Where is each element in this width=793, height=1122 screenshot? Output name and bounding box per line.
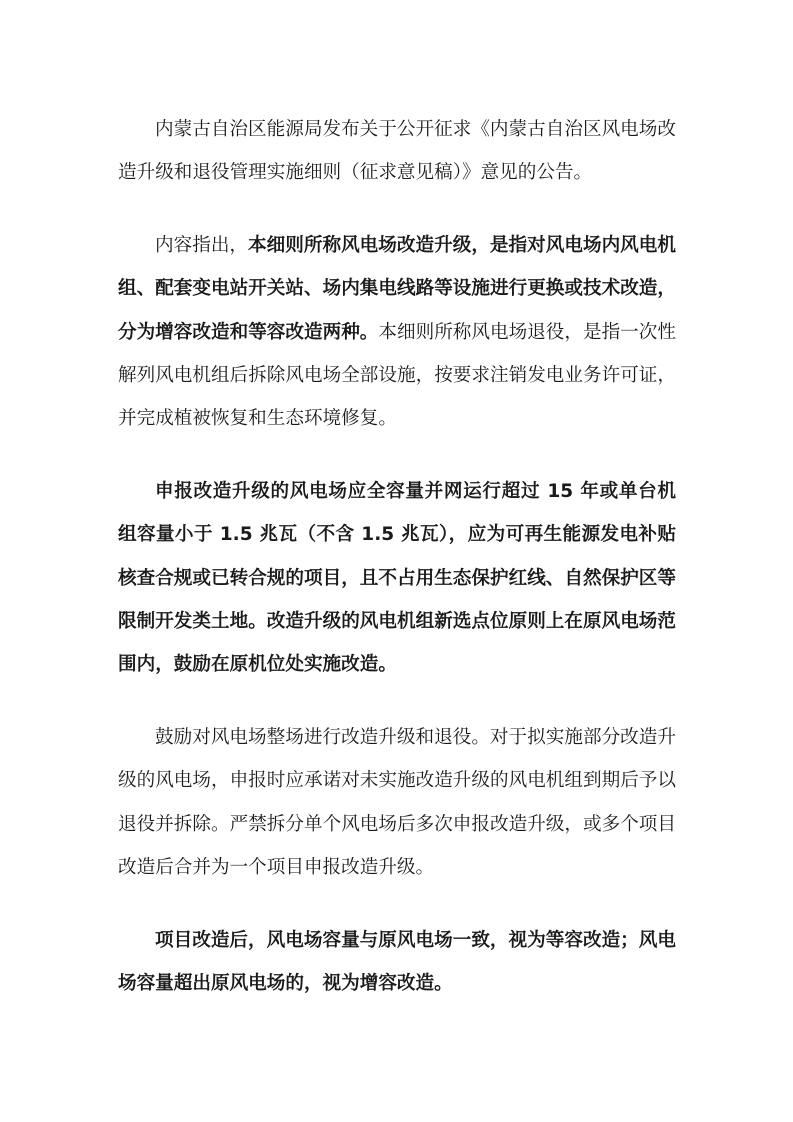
paragraph-encouragement: [118, 716, 676, 890]
text-segment-bold: 项目改造后，风电场容量与原风电场一致，视为等容改造；风电场容量超出原风电场的，视为增容改造。: [118, 929, 676, 994]
paragraph-announcement: [118, 108, 676, 195]
text-segment: 内蒙古自治区能源局发布关于公开征求《内蒙古自治区风电场改造升级和退役管理实施细则（征求意见稿）》意见的公告。: [118, 119, 676, 184]
text-segment-bold: 本细则所称风电场改造升级，是指对风电场内风电机组、配套变电站开关站、场内集电线路等设施进行更换或技术改造，分为增容改造和等容改造两种。: [118, 234, 676, 343]
text-segment: 鼓励对风电场整场进行改造升级和退役。对于拟实施部分改造升级的风电场，申报时应承诺对未实施改造升级的风电机组到期后予以退役并拆除。严禁拆分单个风电场后多次申报改造升级，或多个项目改造后合并为一个项目申报改造升级。: [118, 726, 676, 879]
paragraph-eligibility: [118, 470, 676, 687]
text-segment: 内容指出，: [155, 234, 249, 256]
paragraph-gap: [118, 687, 676, 716]
paragraph-definition: [118, 224, 676, 441]
document-page: [118, 108, 676, 1005]
paragraph-capacity-classification: [118, 919, 676, 1006]
text-segment-bold: 申报改造升级的风电场应全容量并网运行超过 15 年或单台机组容量小于 1.5 兆瓦（不含 1.5 兆瓦），应为可再生能源发电补贴核查合规或已转合规的项目，且不占用生态保护红线、自然保护区等限制开发类土地。改造升级的风电机组新选点位原则上在原风电场范围内，鼓励在原机位处实施改造。: [118, 480, 676, 676]
paragraph-gap: [118, 890, 676, 919]
paragraph-gap: [118, 441, 676, 470]
paragraph-gap: [118, 195, 676, 224]
text-segment: 本细则所称风电场退役，是指一次性解列风电机组后拆除风电场全部设施，按要求注销发电业务许可证，并完成植被恢复和生态环境修复。: [118, 321, 676, 430]
